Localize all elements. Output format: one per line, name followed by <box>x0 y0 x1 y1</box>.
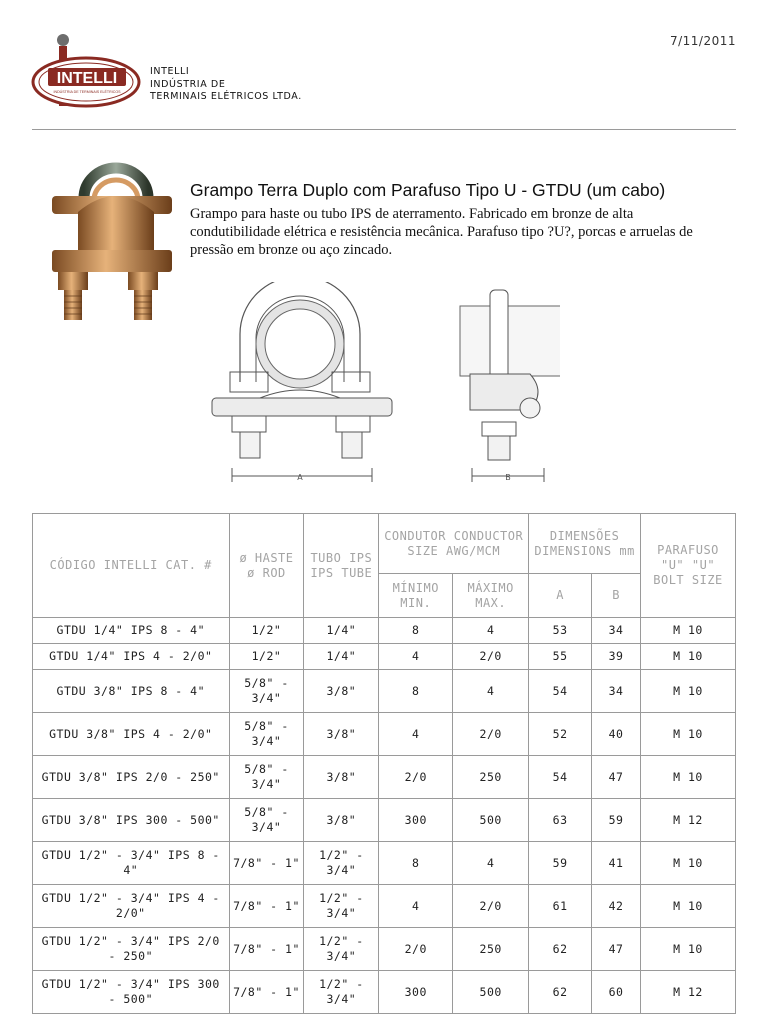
company-line: INDÚSTRIA DE <box>150 78 226 90</box>
cell-code: GTDU 3/8" IPS 4 - 2/0" <box>33 713 230 756</box>
cell-rod: 5/8" - 3/4" <box>229 799 304 842</box>
table-row <box>33 756 736 799</box>
cell-a: 59 <box>529 842 592 885</box>
cell-rod: 1/2" <box>229 618 304 644</box>
table-row <box>33 842 736 885</box>
cell-min: 4 <box>379 885 453 928</box>
company-name <box>150 66 302 104</box>
svg-text:INDÚSTRIA DE TERMINAIS ELÉTRIC: INDÚSTRIA DE TERMINAIS ELÉTRICOS <box>53 90 121 94</box>
svg-text:INTELLI: INTELLI <box>56 70 118 87</box>
cell-min: 8 <box>379 618 453 644</box>
table-row <box>33 971 736 1014</box>
cell-code: GTDU 3/8" IPS 8 - 4" <box>33 670 230 713</box>
header-a: A <box>529 574 592 618</box>
cell-tube: 1/2" - 3/4" <box>304 842 379 885</box>
table-row <box>33 713 736 756</box>
header-divider <box>32 129 736 130</box>
cell-code: GTDU 1/2" - 3/4" IPS 2/0 - 250" <box>33 928 230 971</box>
cell-max: 500 <box>453 799 529 842</box>
cell-tube: 3/8" <box>304 713 379 756</box>
table-row <box>33 644 736 670</box>
cell-b: 34 <box>592 670 641 713</box>
cell-min: 2/0 <box>379 928 453 971</box>
cell-a: 61 <box>529 885 592 928</box>
cell-bolt: M 10 <box>641 713 736 756</box>
specs-table <box>32 513 736 1014</box>
cell-bolt: M 10 <box>641 644 736 670</box>
cell-code: GTDU 1/2" - 3/4" IPS 300 - 500" <box>33 971 230 1014</box>
cell-tube: 1/4" <box>304 644 379 670</box>
product-photo <box>44 160 174 325</box>
cell-a: 52 <box>529 713 592 756</box>
cell-b: 42 <box>592 885 641 928</box>
cell-a: 54 <box>529 756 592 799</box>
cell-tube: 3/8" <box>304 756 379 799</box>
cell-a: 55 <box>529 644 592 670</box>
cell-code: GTDU 1/2" - 3/4" IPS 4 - 2/0" <box>33 885 230 928</box>
cell-rod: 7/8" - 1" <box>229 971 304 1014</box>
cell-min: 2/0 <box>379 756 453 799</box>
header-min: MÍNIMO MIN. <box>379 574 453 618</box>
cell-tube: 1/2" - 3/4" <box>304 971 379 1014</box>
cell-rod: 7/8" - 1" <box>229 842 304 885</box>
cell-max: 2/0 <box>453 885 529 928</box>
cell-tube: 1/2" - 3/4" <box>304 885 379 928</box>
cell-rod: 5/8" - 3/4" <box>229 713 304 756</box>
technical-drawing <box>200 282 560 482</box>
header-bolt: PARAFUSO "U" "U" BOLT SIZE <box>641 514 736 618</box>
cell-max: 250 <box>453 928 529 971</box>
cell-max: 250 <box>453 756 529 799</box>
cell-rod: 7/8" - 1" <box>229 885 304 928</box>
cell-bolt: M 10 <box>641 618 736 644</box>
header-dimensions: DIMENSÕES DIMENSIONS mm <box>529 514 641 574</box>
table-row <box>33 799 736 842</box>
header-tube: TUBO IPS IPS TUBE <box>304 514 379 618</box>
header-max: MÁXIMO MAX. <box>453 574 529 618</box>
document-date: 7/11/2011 <box>669 34 736 48</box>
cell-rod: 1/2" <box>229 644 304 670</box>
cell-b: 34 <box>592 618 641 644</box>
cell-max: 2/0 <box>453 713 529 756</box>
cell-code: GTDU 3/8" IPS 300 - 500" <box>33 799 230 842</box>
cell-bolt: M 10 <box>641 756 736 799</box>
cell-a: 53 <box>529 618 592 644</box>
cell-code: GTDU 3/8" IPS 2/0 - 250" <box>33 756 230 799</box>
cell-tube: 1/4" <box>304 618 379 644</box>
cell-bolt: M 10 <box>641 885 736 928</box>
cell-tube: 1/2" - 3/4" <box>304 928 379 971</box>
header-b: B <box>592 574 641 618</box>
dimension-a-label: A <box>297 473 303 482</box>
cell-max: 4 <box>453 670 529 713</box>
cell-rod: 5/8" - 3/4" <box>229 756 304 799</box>
cell-rod: 7/8" - 1" <box>229 928 304 971</box>
cell-max: 2/0 <box>453 644 529 670</box>
cell-bolt: M 10 <box>641 842 736 885</box>
cell-a: 62 <box>529 928 592 971</box>
cell-bolt: M 10 <box>641 670 736 713</box>
cell-min: 8 <box>379 842 453 885</box>
header-rod: ø HASTE ø ROD <box>229 514 304 618</box>
company-line: INTELLI <box>150 66 190 77</box>
cell-min: 4 <box>379 713 453 756</box>
cell-code: GTDU 1/4" IPS 4 - 2/0" <box>33 644 230 670</box>
cell-b: 59 <box>592 799 641 842</box>
table-row <box>33 928 736 971</box>
cell-b: 41 <box>592 842 641 885</box>
dimension-b-label: B <box>505 473 511 482</box>
cell-bolt: M 12 <box>641 971 736 1014</box>
cell-a: 54 <box>529 670 592 713</box>
cell-min: 300 <box>379 799 453 842</box>
cell-bolt: M 10 <box>641 928 736 971</box>
company-line: TERMINAIS ELÉTRICOS LTDA. <box>150 91 302 102</box>
cell-b: 47 <box>592 756 641 799</box>
cell-max: 4 <box>453 618 529 644</box>
cell-min: 8 <box>379 670 453 713</box>
cell-tube: 3/8" <box>304 799 379 842</box>
table-body <box>33 618 736 1014</box>
cell-max: 4 <box>453 842 529 885</box>
cell-b: 60 <box>592 971 641 1014</box>
intelli-logo <box>30 32 142 110</box>
cell-max: 500 <box>453 971 529 1014</box>
cell-b: 39 <box>592 644 641 670</box>
cell-rod: 5/8" - 3/4" <box>229 670 304 713</box>
header-code: CÓDIGO INTELLI CAT. # <box>33 514 230 618</box>
cell-a: 62 <box>529 971 592 1014</box>
cell-min: 4 <box>379 644 453 670</box>
cell-min: 300 <box>379 971 453 1014</box>
table-row <box>33 618 736 644</box>
cell-code: GTDU 1/4" IPS 8 - 4" <box>33 618 230 644</box>
cell-code: GTDU 1/2" - 3/4" IPS 8 - 4" <box>33 842 230 885</box>
cell-tube: 3/8" <box>304 670 379 713</box>
cell-b: 47 <box>592 928 641 971</box>
product-description: Grampo para haste ou tubo IPS de aterramento. Fabricado em bronze de alta condutibilidade elétrica e resistência mecânica. Parafuso tipo ?U?, porcas e arruelas de pressão em bronze ou aço zincado. <box>190 206 693 258</box>
table-row <box>33 885 736 928</box>
product-title: Grampo Terra Duplo com Parafuso Tipo U - GTDU (um cabo) <box>190 180 666 200</box>
cell-b: 40 <box>592 713 641 756</box>
header-conductor: CONDUTOR CONDUCTOR SIZE AWG/MCM <box>379 514 529 574</box>
cell-bolt: M 12 <box>641 799 736 842</box>
cell-a: 63 <box>529 799 592 842</box>
table-row <box>33 670 736 713</box>
